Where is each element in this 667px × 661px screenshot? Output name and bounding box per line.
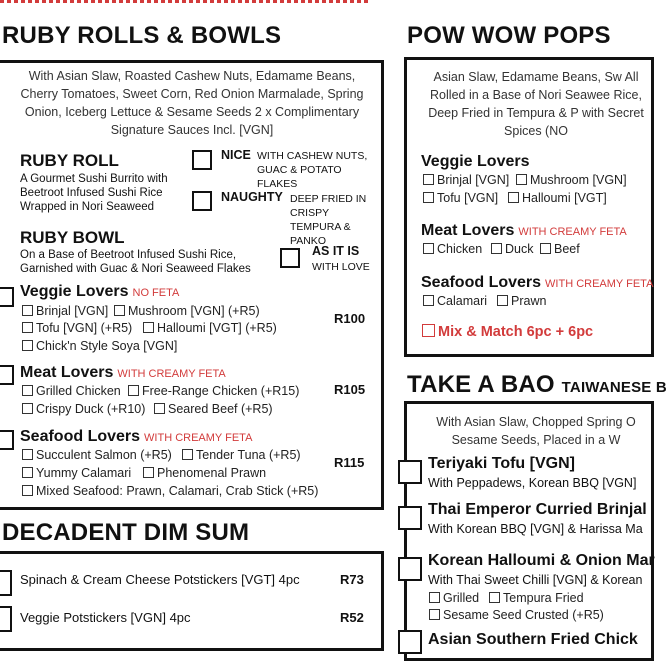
pops-seafood-title: Seafood Lovers WITH CREAMY FETA: [421, 274, 654, 291]
ruby-rolls-heading: RUBY ROLLS & BOWLS: [2, 22, 282, 49]
bao-item-3-title: Korean Halloumi & Onion Mar: [428, 552, 655, 569]
nice-checkbox[interactable]: [192, 150, 212, 170]
bao-option-tempura[interactable]: Tempura Fried: [489, 591, 584, 605]
option-halloumi[interactable]: Halloumi [VGT] (+R5): [143, 321, 277, 335]
bao-option-grilled[interactable]: Grilled: [429, 591, 479, 605]
ruby-bowl-desc: On a Base of Beetroot Infused Sushi Rice, Garnished with Guac & Nori Seaweed Flakes: [20, 249, 251, 275]
bao-item-3-desc: With Thai Sweet Chilli [VGN] & Korean: [428, 573, 643, 587]
dim-sum-item-1: Spinach & Cream Cheese Potstickers [VGT] 4pc: [20, 572, 300, 587]
ruby-roll-desc: A Gourmet Sushi Burrito with Beetroot Infused Sushi Rice Wrapped in Nori Seaweed: [20, 173, 168, 213]
bao-option-sesame[interactable]: Sesame Seed Crusted (+R5): [429, 608, 604, 622]
pops-option-mushroom[interactable]: Mushroom [VGN]: [516, 173, 627, 187]
bao-item-4-title: Asian Southern Fried Chick: [428, 631, 638, 648]
bao-item-1-title: Teriyaki Tofu [VGN]: [428, 455, 575, 472]
option-brinjal[interactable]: Brinjal [VGN]: [22, 304, 108, 318]
pops-intro: Asian Slaw, Edamame Beans, Sw All Rolled in a Base of Nori Seawee Rice, Deep Fried in Tempura & P with Secret Spices (NO: [428, 70, 644, 138]
nice-option: NICE: [221, 148, 251, 162]
top-dashed-border: [0, 0, 370, 3]
dim-sum-1-select[interactable]: [0, 570, 12, 596]
option-seared-beef[interactable]: Seared Beef (+R5): [154, 402, 273, 416]
dim-sum-price-2: R52: [340, 610, 364, 625]
veggie-lovers-title: Veggie Lovers NO FETA: [20, 283, 180, 300]
bao-1-select[interactable]: [398, 460, 422, 484]
pops-option-brinjal[interactable]: Brinjal [VGN]: [423, 173, 509, 187]
as-it-is-option: AS IT IS: [312, 244, 360, 258]
pops-veggie-title: Veggie Lovers: [421, 153, 530, 170]
naughty-checkbox[interactable]: [192, 191, 212, 211]
dim-sum-heading: DECADENT DIM SUM: [2, 519, 250, 546]
dim-sum-panel: [0, 551, 384, 651]
ruby-roll-title: RUBY ROLL: [20, 151, 119, 170]
option-free-range-chicken[interactable]: Free-Range Chicken (+R15): [128, 384, 299, 398]
option-mixed-seafood[interactable]: Mixed Seafood: Prawn, Calamari, Crab Stick (+R5): [22, 484, 318, 498]
option-tofu[interactable]: Tofu [VGN] (+R5): [22, 321, 132, 335]
pops-meat-title: Meat Lovers WITH CREAMY FETA: [421, 222, 627, 239]
option-tuna[interactable]: Tender Tuna (+R5): [182, 448, 301, 462]
option-prawn[interactable]: Phenomenal Prawn: [143, 466, 266, 480]
naughty-option: NAUGHTY: [221, 190, 283, 204]
bao-item-1-desc: With Peppadews, Korean BBQ [VGN]: [428, 476, 637, 490]
seafood-price: R115: [334, 455, 365, 470]
pow-wow-pops-heading: POW WOW POPS: [407, 22, 611, 49]
ruby-bowl-title: RUBY BOWL: [20, 228, 125, 247]
bao-item-2-title: Thai Emperor Curried Brinjal: [428, 501, 647, 518]
option-chickn-soya[interactable]: Chick'n Style Soya [VGN]: [22, 339, 177, 353]
pops-option-chicken[interactable]: Chicken: [423, 242, 482, 256]
pops-option-halloumi[interactable]: Halloumi [VGT]: [508, 191, 607, 205]
bao-2-select[interactable]: [398, 506, 422, 530]
dim-sum-2-select[interactable]: [0, 606, 12, 632]
naughty-desc: DEEP FRIED IN CRISPY TEMPURA & PANKO: [290, 193, 367, 247]
as-it-is-desc: WITH LOVE: [312, 261, 370, 273]
ruby-rolls-intro: With Asian Slaw, Roasted Cashew Nuts, Edamame Beans, Cherry Tomatoes, Sweet Corn, Red Onion Marmalade, Spring Onion, Iceberg Lettuce & Sesame Seeds 2 x Complimentary Signature Sauces Incl. [VGN]: [20, 69, 364, 137]
nice-desc: WITH CASHEW NUTS, GUAC & POTATO FLAKES: [257, 150, 368, 190]
option-calamari[interactable]: Yummy Calamari: [22, 466, 131, 480]
seafood-lovers-title: Seafood Lovers WITH CREAMY FETA: [20, 428, 253, 445]
option-salmon[interactable]: Succulent Salmon (+R5): [22, 448, 172, 462]
bao-4-select[interactable]: [398, 630, 422, 654]
mix-and-match-option[interactable]: Mix & Match 6pc + 6pc: [422, 324, 593, 340]
veggie-select-box[interactable]: [0, 287, 14, 307]
option-mushroom[interactable]: Mushroom [VGN] (+R5): [114, 304, 260, 318]
seafood-select-box[interactable]: [0, 430, 14, 450]
bao-item-2-desc: With Korean BBQ [VGN] & Harissa Ma: [428, 522, 643, 536]
pops-option-tofu[interactable]: Tofu [VGN]: [423, 191, 498, 205]
pops-option-duck[interactable]: Duck: [491, 242, 533, 256]
meat-lovers-title: Meat Lovers WITH CREAMY FETA: [20, 364, 226, 381]
dim-sum-item-2: Veggie Potstickers [VGN] 4pc: [20, 610, 191, 625]
as-it-is-checkbox[interactable]: [280, 248, 300, 268]
option-crispy-duck[interactable]: Crispy Duck (+R10): [22, 402, 145, 416]
pops-option-beef[interactable]: Beef: [540, 242, 580, 256]
bao-3-select[interactable]: [398, 557, 422, 581]
meat-select-box[interactable]: [0, 365, 14, 385]
pops-option-prawn[interactable]: Prawn: [497, 294, 546, 308]
meat-price: R105: [334, 382, 366, 397]
pops-option-calamari[interactable]: Calamari: [423, 294, 487, 308]
dim-sum-price-1: R73: [340, 572, 364, 587]
option-grilled-chicken[interactable]: Grilled Chicken: [22, 384, 121, 398]
take-a-bao-heading: TAKE A BAO TAIWANESE B: [407, 371, 667, 398]
bao-intro: With Asian Slaw, Chopped Spring O Sesame Seeds, Placed in a W: [436, 415, 636, 447]
veggie-price: R100: [334, 311, 366, 326]
